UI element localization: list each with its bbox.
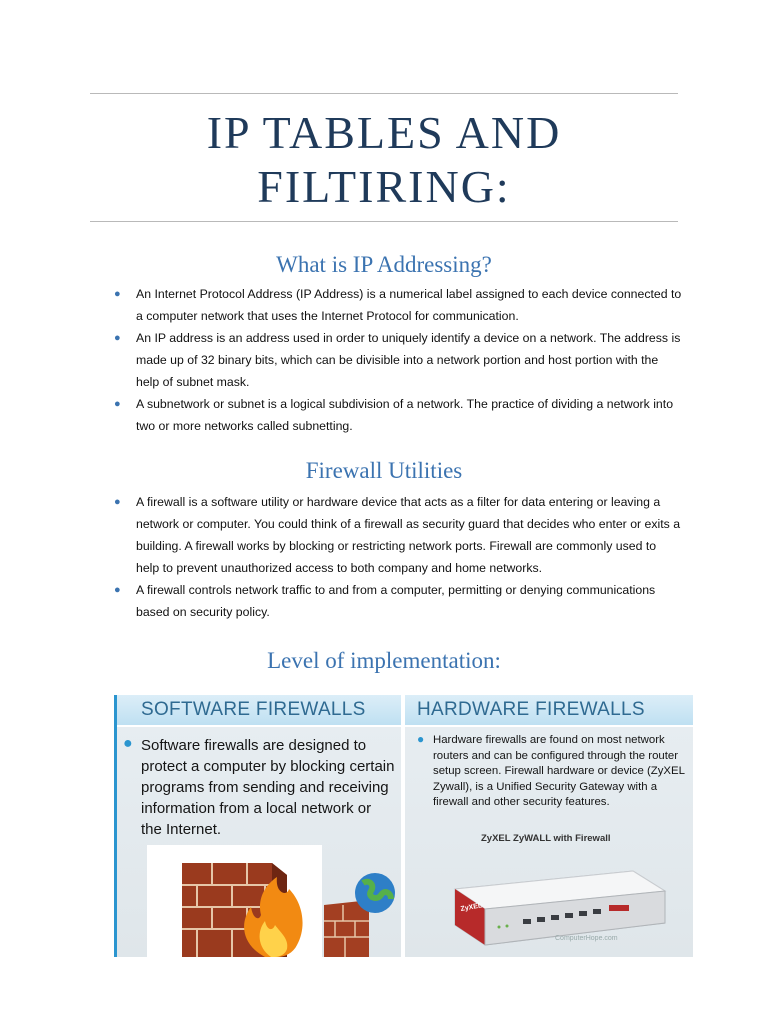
- bullet-icon: ●: [114, 496, 121, 508]
- brick-wall-fire-icon: [147, 845, 397, 957]
- title-bottom-rule: [90, 221, 678, 222]
- software-firewalls-heading: SOFTWARE FIREWALLS: [117, 695, 401, 727]
- title-line-2: FILTIRING:: [257, 161, 511, 212]
- bullet-icon: ●: [114, 584, 121, 596]
- router-device-icon: [433, 849, 673, 949]
- heading-level-of-implementation: Level of implementation:: [267, 648, 501, 673]
- bullet-icon: ●: [114, 398, 121, 410]
- software-firewalls-column: [117, 695, 401, 957]
- firewall-utilities-list: [112, 491, 682, 623]
- bullet-icon: ●: [123, 735, 133, 752]
- top-rule: [90, 93, 678, 94]
- list-item: ● A firewall is a software utility or hardware device that acts as a filter for data entering or leaving a network or computer. You could think of a firewall as security guard that decides who enter or exits a building. A firewall works by blocking or restricting network ports. Firewall are commonly used to help to prevent unauthorized access to both company and home networks.: [112, 491, 682, 579]
- list-item: ● An Internet Protocol Address (IP Address) is a numerical label assigned to each device connected to a computer network that uses the Internet Protocol for communication.: [112, 283, 682, 327]
- page-title: [90, 106, 678, 214]
- list-item: ● An IP address is an address used in order to uniquely identify a device on a network. The address is made up of 32 binary bits, which can be divisible into a network portion and host portion with the help of subnet mask.: [112, 327, 682, 393]
- image-watermark: ComputerHope.com: [555, 935, 618, 942]
- list-item: ● A subnetwork or subnet is a logical subdivision of a network. The practice of dividing a network into two or more networks called subnetting.: [112, 393, 682, 437]
- heading-firewall-utilities: Firewall Utilities: [305, 458, 463, 483]
- hardware-firewalls-heading: HARDWARE FIREWALLS: [405, 695, 693, 727]
- bullet-icon: ●: [417, 732, 425, 746]
- bullet-icon: ●: [114, 332, 121, 344]
- software-firewalls-text: ● Software firewalls are designed to protect a computer by blocking certain programs from sending and receiving information from a local network or the Internet.: [123, 735, 395, 838]
- list-item: ● A firewall controls network traffic to and from a computer, permitting or denying communications based on security policy.: [112, 579, 682, 623]
- ip-addressing-list: [112, 283, 682, 437]
- hardware-firewalls-text: ● Hardware firewalls are found on most network routers and can be configured through the router setup screen. Firewall hardware or device (ZyXEL Zywall), is a Unified Security Gateway with a firewall and other security features.: [417, 732, 685, 808]
- hardware-firewalls-column: [405, 695, 693, 957]
- heading-ip-addressing: What is IP Addressing?: [276, 252, 492, 277]
- title-line-1: IP TABLES AND: [206, 107, 562, 158]
- zywall-image-label: ZyXEL ZyWALL with Firewall: [481, 833, 611, 844]
- zyxel-logo-text: ZyXEL: [460, 902, 483, 913]
- firewall-comparison-image: [114, 695, 693, 957]
- bullet-icon: ●: [114, 288, 121, 300]
